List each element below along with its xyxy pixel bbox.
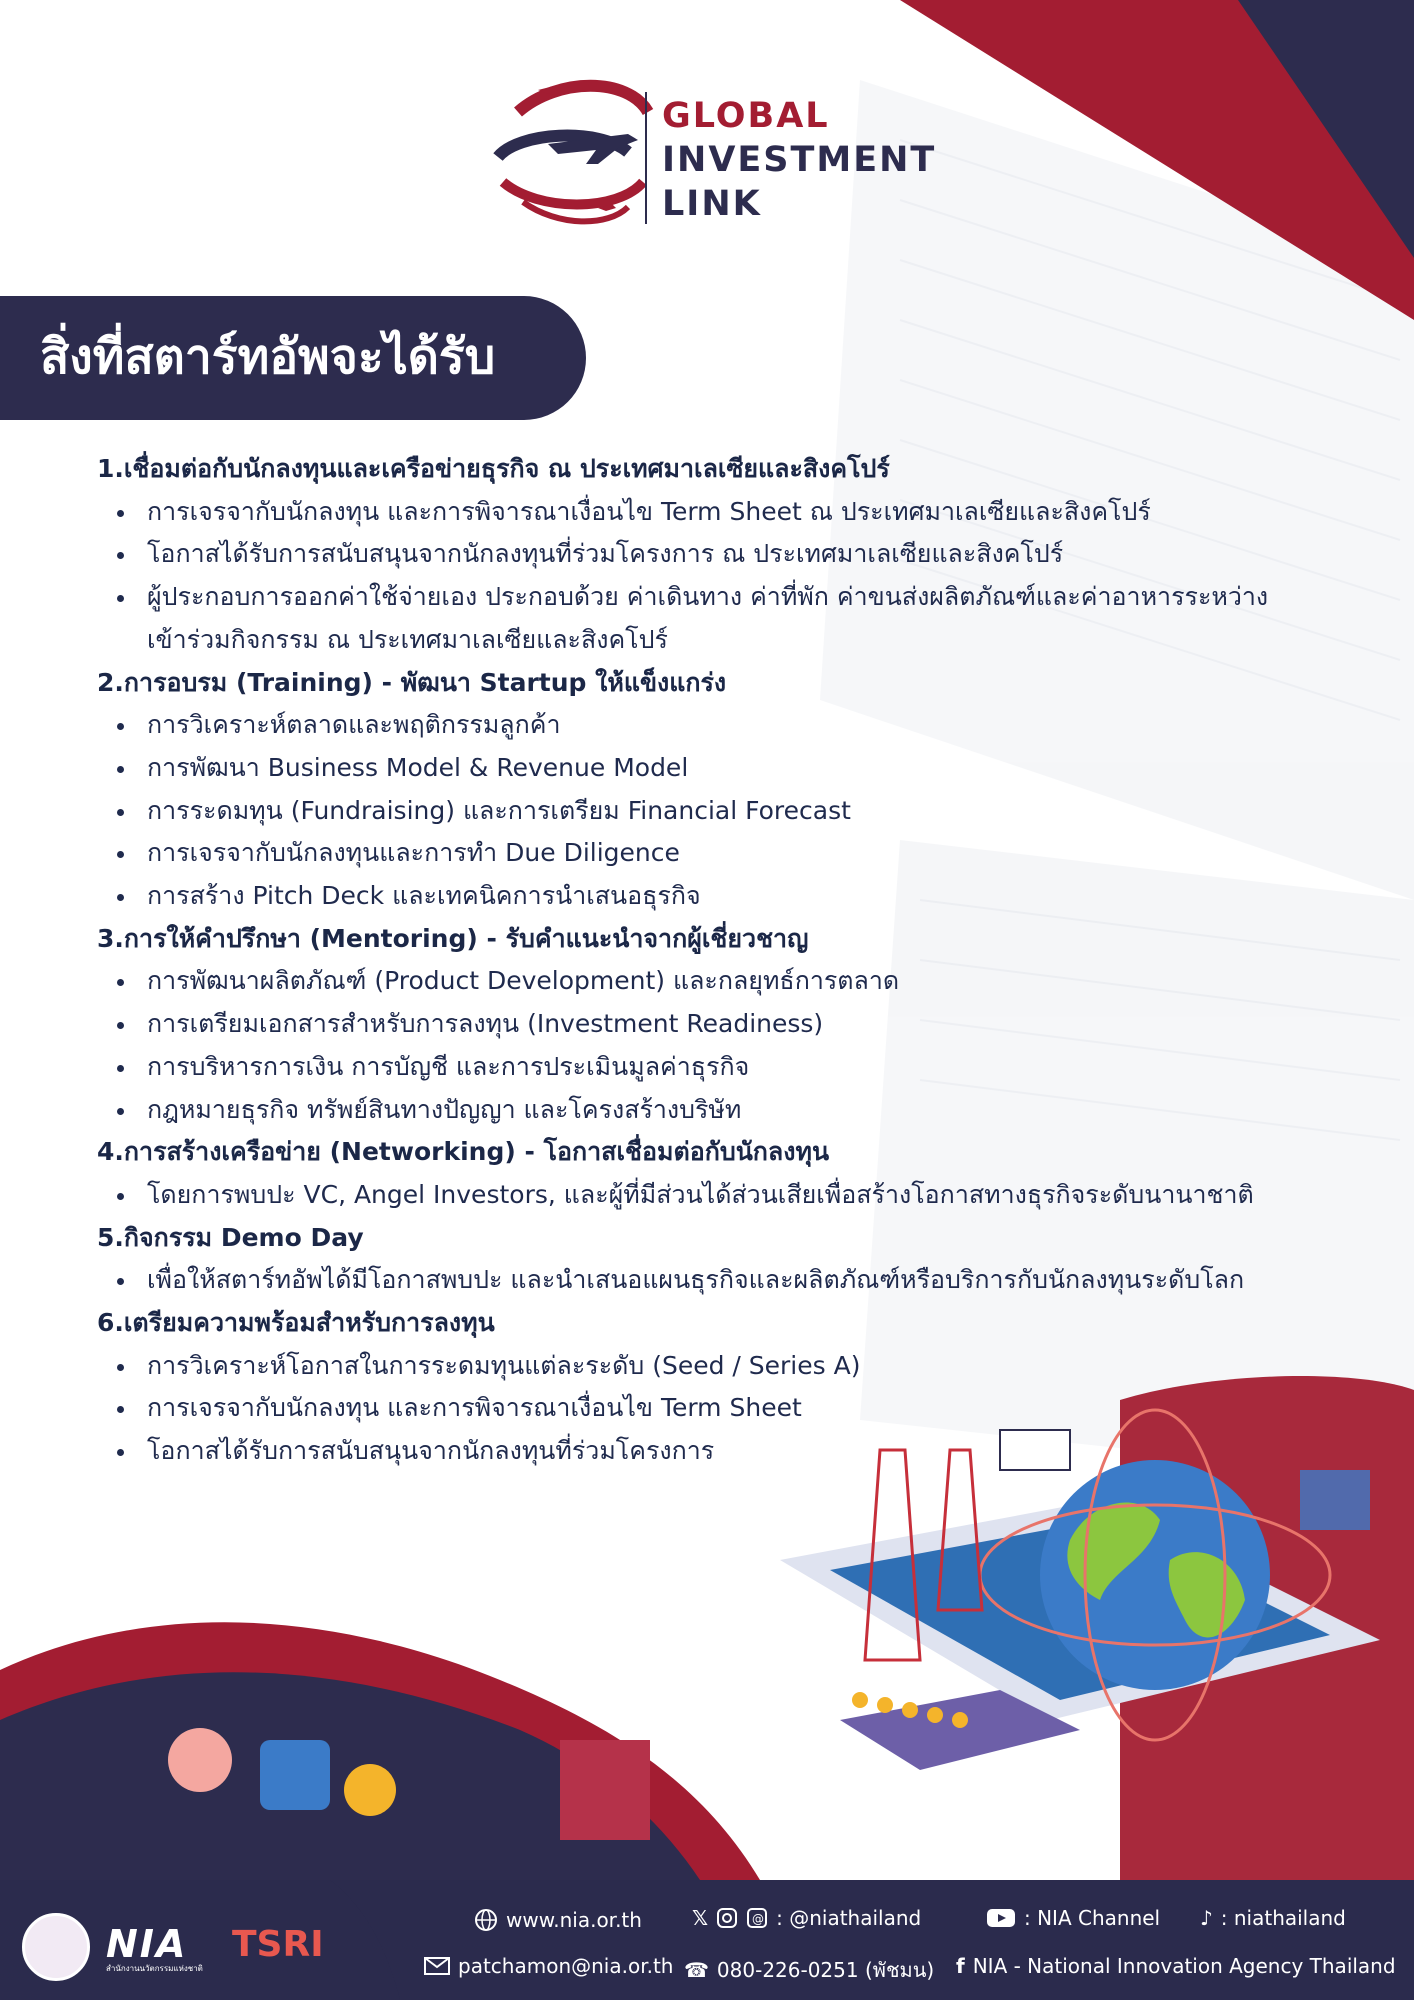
list-item: โดยการพบปะ VC, Angel Investors, และผู้ที่มีส่วนได้ส่วนเสียเพื่อสร้างโอกาสทางธุรกิจระดับนานาชาติ (147, 1174, 1307, 1217)
list-item: การเจรจากับนักลงทุน และการพิจารณาเงื่อนไข Term Sheet (147, 1387, 1307, 1430)
nia-logo: NIA (106, 1922, 188, 1966)
section-title: 6.เตรียมความพร้อมสำหรับการลงทุน (97, 1308, 495, 1338)
section-items (97, 704, 1307, 918)
footer-social[interactable] (692, 1906, 921, 1930)
list-item: การวิเคราะห์โอกาสในการระดมทุนแต่ละระดับ (Seed / Series A) (147, 1345, 1307, 1388)
phone-text: 080-226-0251 (พัชมน) (716, 1958, 935, 1982)
list-item: กฎหมายธุรกิจ ทรัพย์สินทางปัญญา และโครงสร้างบริษัท (147, 1089, 1307, 1132)
section-items (97, 960, 1307, 1131)
logo-line-investment: INVESTMENT (662, 140, 937, 180)
nia-seal-icon (22, 1913, 90, 1981)
globe-icon (474, 1908, 498, 1932)
x-icon: 𝕏 (692, 1906, 709, 1930)
footer-tiktok[interactable] (1200, 1906, 1346, 1930)
instagram-icon (716, 1907, 738, 1929)
footer-youtube[interactable] (986, 1906, 1160, 1930)
section-items (97, 1259, 1307, 1302)
section-title: 5.กิจกรรม Demo Day (97, 1222, 364, 1252)
list-item: การเจรจากับนักลงทุนและการทำ Due Diligence (147, 832, 1307, 875)
website-text: www.nia.or.th (506, 1908, 642, 1932)
footer-website[interactable] (474, 1908, 642, 1932)
section-title: 1.เชื่อมต่อกับนักลงทุนและเครือข่ายธุรกิจ ณ ประเทศมาเลเซียและสิงคโปร์ (97, 454, 890, 483)
section-items (97, 1345, 1307, 1473)
phone-icon: ☎ (684, 1958, 709, 1982)
threads-icon (746, 1907, 768, 1929)
tiktok-text: : niathailand (1220, 1906, 1346, 1930)
mail-icon (424, 1956, 450, 1976)
list-item: การสร้าง Pitch Deck และเทคนิคการนำเสนอธุรกิจ (147, 875, 1307, 918)
logo-wordmark (662, 94, 936, 226)
list-item: การเตรียมเอกสารสำหรับการลงทุน (Investment Readiness) (147, 1003, 1307, 1046)
list-item: เพื่อให้สตาร์ทอัพได้มีโอกาสพบปะ และนำเสนอแผนธุรกิจและผลิตภัณฑ์หรือบริการกับนักลงทุนระดับโลก (147, 1259, 1307, 1302)
nia-logo-subtitle: สำนักงานนวัตกรรมแห่งชาติ (106, 1964, 203, 1973)
list-item: การเจรจากับนักลงทุน และการพิจารณาเงื่อนไข Term Sheet ณ ประเทศมาเลเซียและสิงคโปร์ (147, 491, 1307, 534)
footer-facebook[interactable] (956, 1954, 1396, 1978)
section-items (97, 1174, 1307, 1217)
section-title: 3.การให้คำปรึกษา (Mentoring) - รับคำแนะนำจากผู้เชี่ยวชาญ (97, 923, 809, 953)
list-item: การวิเคราะห์ตลาดและพฤติกรรมลูกค้า (147, 704, 1307, 747)
page-title: สิ่งที่สตาร์ทอัพจะได้รับ (40, 329, 496, 385)
list-item: การบริหารการเงิน การบัญชี และการประเมินมูลค่าธุรกิจ (147, 1046, 1307, 1089)
social-handle: : @niathailand (776, 1906, 922, 1930)
logo-line-global: GLOBAL (662, 96, 830, 136)
benefits-list (97, 448, 1307, 1473)
list-item: การพัฒนาผลิตภัณฑ์ (Product Development) และกลยุทธ์การตลาด (147, 960, 1307, 1003)
tsri-logo: TSRI (232, 1924, 324, 1965)
list-item: การระดมทุน (Fundraising) และการเตรียม Financial Forecast (147, 790, 1307, 833)
tiktok-icon: ♪ (1200, 1906, 1213, 1930)
section-title: 4.การสร้างเครือข่าย (Networking) - โอกาสเชื่อมต่อกับนักลงทุน (97, 1137, 830, 1167)
logo-line-link: LINK (662, 184, 762, 224)
facebook-text: NIA - National Innovation Agency Thailand (972, 1954, 1396, 1978)
svg-text:@: @ (752, 1912, 765, 1926)
section-title: 2.การอบรม (Training) - พัฒนา Startup ให้แข็งแกร่ง (97, 667, 727, 697)
footer-phone[interactable] (684, 1954, 934, 1986)
list-item: โอกาสได้รับการสนับสนุนจากนักลงทุนที่ร่วมโครงการ (147, 1430, 1307, 1473)
youtube-icon (986, 1907, 1016, 1929)
list-item: ผู้ประกอบการออกค่าใช้จ่ายเอง ประกอบด้วย ค่าเดินทาง ค่าที่พัก ค่าขนส่งผลิตภัณฑ์และค่าอาหารระหว่าง เข้าร่วมกิจกรรม ณ ประเทศมาเลเซียและสิงคโปร์ (147, 576, 1307, 661)
youtube-text: : NIA Channel (1024, 1906, 1161, 1930)
email-text: patchamon@nia.or.th (458, 1954, 674, 1978)
list-item: การพัฒนา Business Model & Revenue Model (147, 747, 1307, 790)
section-items (97, 491, 1307, 662)
facebook-icon: f (956, 1954, 965, 1978)
list-item: โอกาสได้รับการสนับสนุนจากนักลงทุนที่ร่วมโครงการ ณ ประเทศมาเลเซียและสิงคโปร์ (147, 533, 1307, 576)
footer-email[interactable] (424, 1954, 673, 1978)
